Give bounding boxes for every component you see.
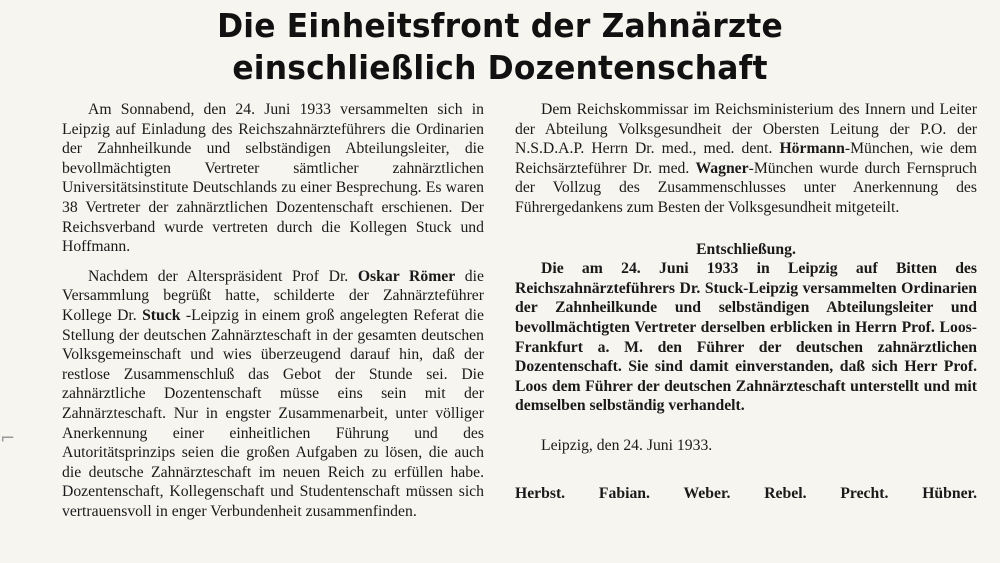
page-edge-mark: ⌐ (0, 428, 16, 449)
meeting-text-a: Nachdem der Alterspräsident Prof Dr. (88, 267, 358, 285)
meeting-text-b: die Versammlung begrüßt hatte, schilderte der Zahnärzteführer Kollege Dr. (62, 267, 484, 324)
name-wagner: Wagner (695, 159, 749, 177)
intro-paragraph: Am Sonnabend, den 24. Juni 1933 versammelten sich in Leipzig auf Einladung des Reichszahnärzteführers die Ordinarien der Zahnheilkunde und selbständigen Abteilungsleiter, die bevollmächtigten Vertreter sämtlicher zahnärztlichen Universitätsinstitute Deutschlands zu einer Besprechung. Es waren 38 Vertreter der zahnärztlichen Dozentenschaft erschienen. Der Reichsverband wurde vertreten durch die Kollegen Stuck und Hoffmann. (62, 101, 484, 256)
signatories: Herbst. Fabian. Weber. Rebel. Precht. Hübner. (515, 484, 977, 502)
meeting-text-c: -Leipzig in einem groß angelegten Referat die Stellung der deutschen Zahnärzteschaft in der gesamten deutschen Volksgemeinschaft und wies überzeugend darauf hin, daß der restlose Zusammenschluß das Gebot der Stunde sei. Die zahnärztliche Dozentenschaft müsse eins sein mit der Zahnärzteschaft. Nur in engster Zusammenarbeit, unter völliger Anerkennung einer einheitlichen Führung und des Autoritätsprinzips seien die großen Aufgaben zu lösen, die auch die deutsche Zahnärzteschaft im neuen Reich zu erfüllen habe. Dozentenschaft, Kollegenschaft und Studentenschaft müssen sich vertrauensvoll in enger Verbundenheit zusammenfinden. (62, 306, 484, 520)
notification-text-c: -München wurde durch Fernspruch der Vollzug des Zusammenschlusses unter Anerkennung des Führergedankens zum Besten der Volksgesundheit mitgeteilt. (515, 159, 977, 216)
name-hoermann: Hörmann (779, 140, 845, 158)
article-title-line-1: Die Einheitsfront der Zahnärzte (217, 6, 783, 45)
name-stuck: Stuck (142, 306, 181, 324)
notification-text-a: Dem Reichskommissar im Reichsministerium des Innern und Leiter der Abteilung Volksgesundheit der Obersten Leitung der P.O. der N.S.D.A.P. Herrn Dr. med., med. dent. (515, 101, 977, 158)
left-column (62, 100, 484, 521)
dateline: Leipzig, den 24. Juni 1933. (541, 436, 713, 454)
resolution-text: Die am 24. Juni 1933 in Leipzig auf Bitten des Reichszahnärzteführers Dr. Stuck-Leipzig versammelten Ordinarien der Zahnheilkunde und selbständigen Abteilungsleiter und bevollmächtigten Vertreter derselben erblicken in Herrn Prof. Loos-Frankfurt a. M. den Führer der deutschen zahnärztlichen Dozentenschaft. Sie sind damit einverstanden, daß sich Herr Prof. Loos dem Führer der deutschen Zahnärzteschaft unterstellt und mit demselben selbständig verhandelt. (515, 260, 977, 415)
right-column (515, 100, 977, 503)
resolution-heading: Entschließung. (696, 240, 796, 258)
meeting-paragraph (62, 267, 484, 522)
name-roemer: Oskar Römer (357, 267, 456, 285)
notification-paragraph (515, 100, 977, 218)
notification-text-b: -München, wie dem Reichsärzteführer Dr. med. (515, 140, 977, 177)
article-title-line-2: einschließlich Dozentenschaft (232, 48, 768, 87)
